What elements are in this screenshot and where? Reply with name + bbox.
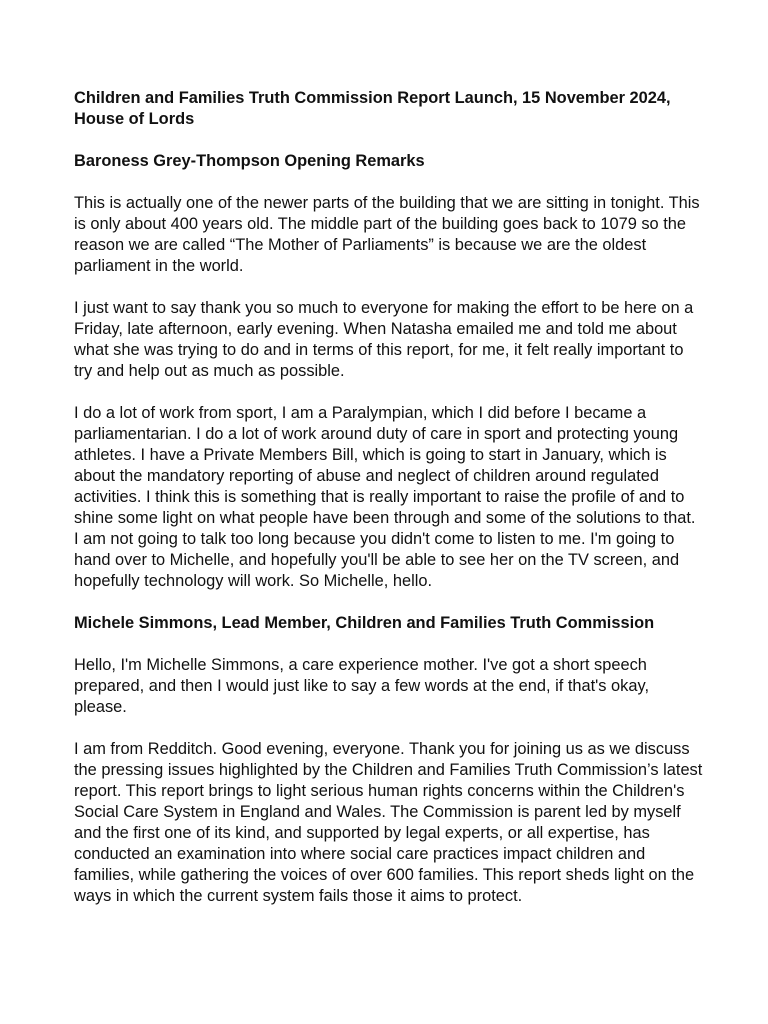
paragraph: Hello, I'm Michelle Simmons, a care experience mother. I've got a short speech prepared, and then I would just like to say a few words at the end, if that's okay, please.: [74, 656, 650, 716]
section-heading-lead-member: Michele Simmons, Lead Member, Children and Families Truth Commission: [74, 614, 655, 632]
document-title: Children and Families Truth Commission Report Launch, 15 November 2024, House of Lords: [74, 89, 671, 128]
paragraph: I just want to say thank you so much to everyone for making the effort to be here on a Friday, late afternoon, early evening. When Natasha emailed me and told me about what she was trying to do and in terms of this report, for me, it felt really important to try and help out as much as possible.: [74, 299, 694, 380]
paragraph: I am from Redditch. Good evening, everyone. Thank you for joining us as we discuss the pressing issues highlighted by the Children and Families Truth Commission’s latest report. This report brings to light serious human rights concerns within the Children's Social Care System in England and Wales. The Commission is parent led by myself and the first one of its kind, and supported by legal experts, or all expertise, has conducted an examination into where social care practices impact children and families, while gathering the voices of over 600 families. This report sheds light on the ways in which the current system fails those it aims to protect.: [74, 740, 703, 905]
document-page: [74, 88, 704, 907]
paragraph: I do a lot of work from sport, I am a Paralympian, which I did before I became a parliamentarian. I do a lot of work around duty of care in sport and protecting young athletes. I have a Private Members Bill, which is going to start in January, which is about the mandatory reporting of abuse and neglect of children around regulated activities. I think this is something that is really important to raise the profile of and to shine some light on what people have been through and some of the solutions to that. I am not going to talk too long because you didn't come to listen to me. I'm going to hand over to Michelle, and hopefully you'll be able to see her on the TV screen, and hopefully technology will work. So Michelle, hello.: [74, 404, 696, 590]
section-heading-opening-remarks: Baroness Grey-Thompson Opening Remarks: [74, 152, 425, 170]
paragraph: This is actually one of the newer parts of the building that we are sitting in tonight. This is only about 400 years old. The middle part of the building goes back to 1079 so the reason we are called “The Mother of Parliaments” is because we are the oldest parliament in the world.: [74, 194, 700, 275]
